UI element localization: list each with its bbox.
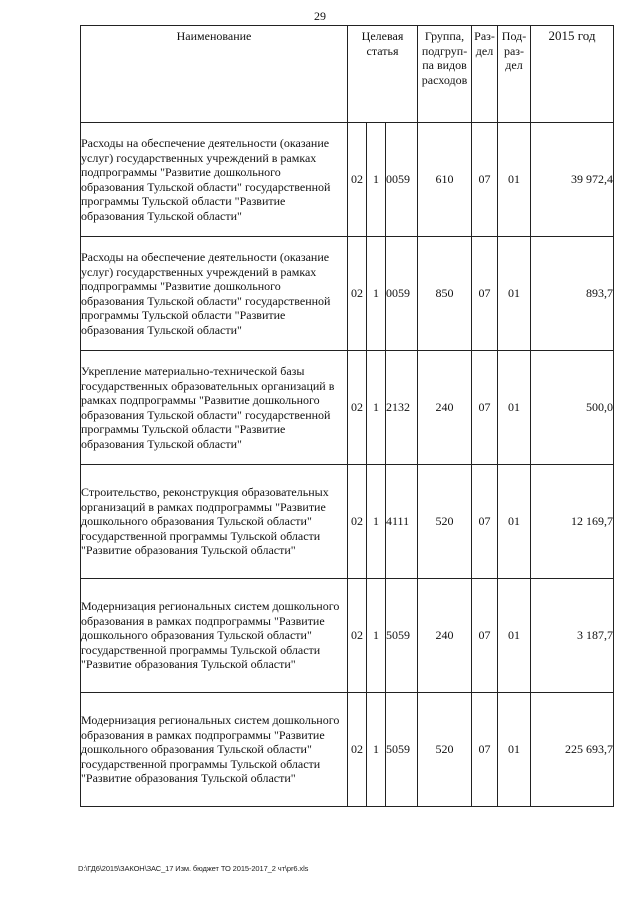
header-subsection: Под-раз-дел <box>498 26 531 123</box>
table-body <box>81 123 614 807</box>
cell-code-subprogram: 1 <box>367 465 386 579</box>
cell-name: Модернизация региональных систем дошкольного образования в рамках подпрограммы "Развитие дошкольного образования Тульской области" государственной программы Тульской области "Развитие образования Тульской области" <box>81 693 348 807</box>
table-row <box>81 579 614 693</box>
cell-code-program: 02 <box>348 579 367 693</box>
cell-code-program: 02 <box>348 351 367 465</box>
cell-subsection: 01 <box>498 693 531 807</box>
table-row <box>81 465 614 579</box>
cell-code-subprogram: 1 <box>367 693 386 807</box>
cell-section: 07 <box>472 465 498 579</box>
cell-code-program: 02 <box>348 693 367 807</box>
header-year: 2015 год <box>531 26 614 123</box>
cell-subsection: 01 <box>498 579 531 693</box>
table-row <box>81 693 614 807</box>
cell-code-direction: 0059 <box>386 237 418 351</box>
cell-amount: 225 693,7 <box>531 693 614 807</box>
cell-code-program: 02 <box>348 123 367 237</box>
cell-group: 520 <box>418 465 472 579</box>
table-header-row <box>81 26 614 123</box>
header-section: Раз-дел <box>472 26 498 123</box>
cell-code-program: 02 <box>348 237 367 351</box>
cell-name: Укрепление материально-технической базы государственных образовательных организаций в рамках подпрограммы "Развитие дошкольного образования Тульской области" государственной программы Тульской области "Развитие образования Тульской области" <box>81 351 348 465</box>
cell-group: 610 <box>418 123 472 237</box>
cell-subsection: 01 <box>498 465 531 579</box>
cell-section: 07 <box>472 693 498 807</box>
cell-subsection: 01 <box>498 351 531 465</box>
cell-code-direction: 2132 <box>386 351 418 465</box>
table-row <box>81 123 614 237</box>
cell-section: 07 <box>472 123 498 237</box>
cell-group: 240 <box>418 351 472 465</box>
cell-section: 07 <box>472 237 498 351</box>
cell-amount: 12 169,7 <box>531 465 614 579</box>
table-row <box>81 351 614 465</box>
header-target-article: Целевая статья <box>348 26 418 123</box>
cell-code-direction: 5059 <box>386 579 418 693</box>
page-number: 29 <box>314 9 326 23</box>
cell-group: 240 <box>418 579 472 693</box>
cell-amount: 3 187,7 <box>531 579 614 693</box>
cell-code-program: 02 <box>348 465 367 579</box>
cell-name: Строительство, реконструкция образовательных организаций в рамках подпрограммы "Развитие дошкольного образования Тульской области" государственной программы Тульской области "Развитие образования Тульской области" <box>81 465 348 579</box>
budget-table <box>80 25 614 807</box>
cell-code-subprogram: 1 <box>367 237 386 351</box>
file-path-footer: D:\ГД6\2015\ЗАКОН\ЗАС_17 Изм. бюджет ТО 2015-2017_2 чт\pr6.xls <box>78 864 309 873</box>
table-row <box>81 237 614 351</box>
cell-amount: 39 972,4 <box>531 123 614 237</box>
cell-code-direction: 0059 <box>386 123 418 237</box>
cell-subsection: 01 <box>498 123 531 237</box>
cell-name: Расходы на обеспечение деятельности (оказание услуг) государственных учреждений в рамках подпрограммы "Развитие дошкольного образования Тульской области" государственной программы Тульской области "Развитие образования Тульской области" <box>81 237 348 351</box>
cell-amount: 500,0 <box>531 351 614 465</box>
header-name: Наименование <box>81 26 348 123</box>
cell-code-subprogram: 1 <box>367 579 386 693</box>
cell-name: Модернизация региональных систем дошкольного образования в рамках подпрограммы "Развитие дошкольного образования Тульской области" государственной программы Тульской области "Развитие образования Тульской области" <box>81 579 348 693</box>
cell-group: 850 <box>418 237 472 351</box>
cell-section: 07 <box>472 579 498 693</box>
header-group: Группа, подгруп-па видов расходов <box>418 26 472 123</box>
cell-code-direction: 4111 <box>386 465 418 579</box>
cell-subsection: 01 <box>498 237 531 351</box>
cell-code-direction: 5059 <box>386 693 418 807</box>
cell-section: 07 <box>472 351 498 465</box>
cell-code-subprogram: 1 <box>367 123 386 237</box>
cell-name: Расходы на обеспечение деятельности (оказание услуг) государственных учреждений в рамках подпрограммы "Развитие дошкольного образования Тульской области" государственной программы Тульской области "Развитие образования Тульской области" <box>81 123 348 237</box>
cell-group: 520 <box>418 693 472 807</box>
cell-amount: 893,7 <box>531 237 614 351</box>
cell-code-subprogram: 1 <box>367 351 386 465</box>
